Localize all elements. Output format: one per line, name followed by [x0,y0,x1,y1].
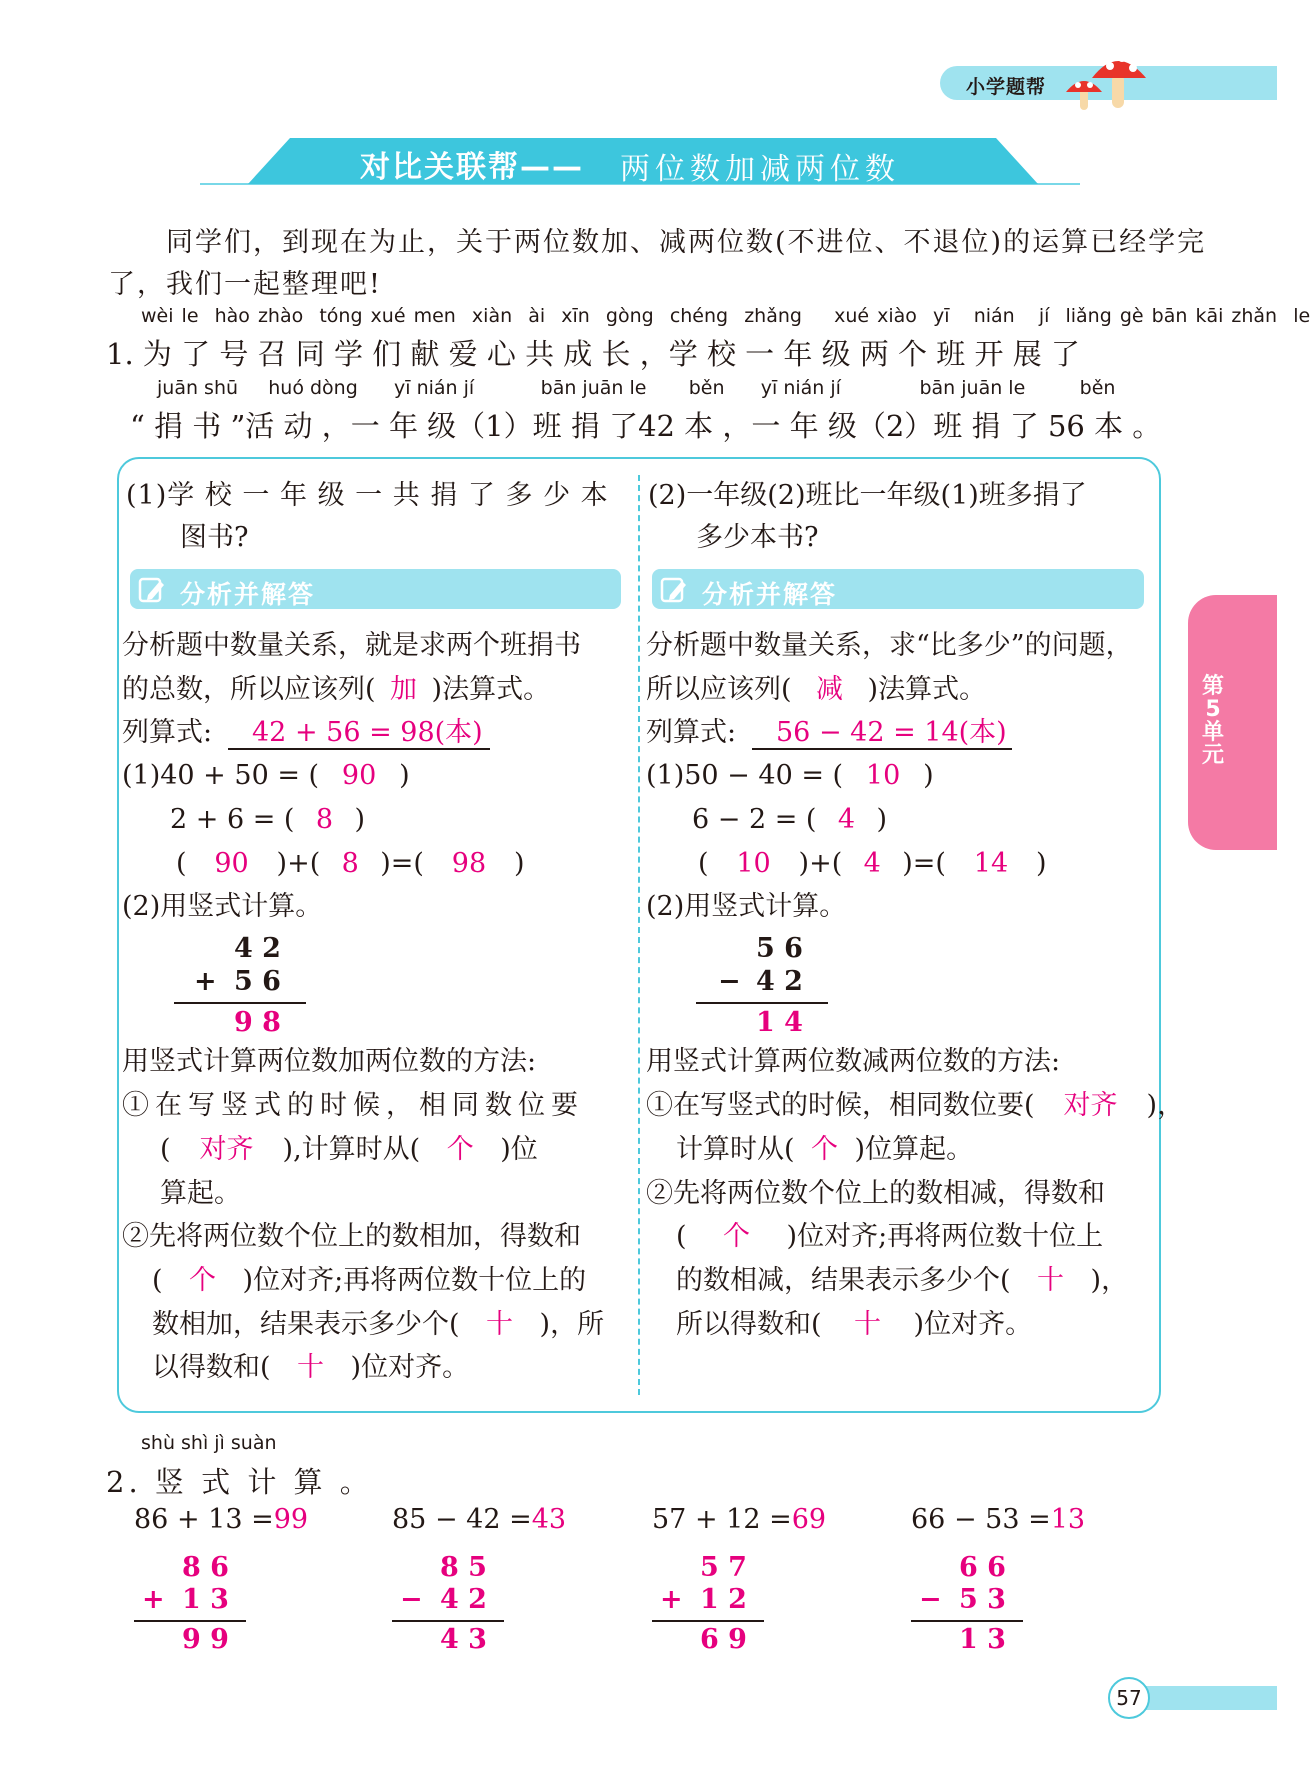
q2-title: 2. 竖 式 计 算 。 [106,1465,373,1499]
right-vertical-top: 5 6 [756,933,803,964]
intro-line-2: 了，我们一起整理吧! [108,269,382,300]
right-analysis-line-2: 所以应该列( 减 )法算式。 [646,674,987,705]
page-title: 对比关联帮—— [360,150,584,185]
right-method-title: 用竖式计算两位数减两位数的方法: [646,1046,1061,1077]
left-step-2: 2 + 6 = ( 8 ) [170,804,366,835]
right-question-line-2: 多少本书? [696,522,819,553]
left-method-2-line-4: 以得数和( 十 )位对齐。 [152,1352,470,1383]
left-vertical-line [174,1002,306,1004]
right-method-2-line-3: 的数相减，结果表示多少个( 十 )， [676,1265,1129,1296]
left-analysis-line-2: 的总数，所以应该列( 加 )法算式。 [122,674,551,705]
right-vertical-line [696,1002,828,1004]
column-divider [638,475,640,1395]
left-step-3: ( 90 )+( 8 )=( 98 ) [176,848,525,879]
page-number-bar [1140,1686,1277,1710]
right-analyze-label: 分析并解答 [702,580,838,609]
left-formula-label: 列算式: [122,717,213,748]
left-formula-answer: 42 + 56 = 98(本) [252,717,483,748]
left-analysis-line-1: 分析题中数量关系，就是求两个班捐书 [122,630,581,661]
right-step-1: (1)50 − 40 = ( 10 ) [646,760,934,791]
right-method-2-line-2: ( 个 )位对齐;再将两位数十位上 [676,1221,1104,1252]
pencil-icon [660,576,688,604]
q1-pinyin-line-1: wèi le hào zhào tóng xué men xiàn ài xīn gòng chéng zhǎng xué xiào yī nián jí liǎng gè bān kāi zhǎn le [141,305,1310,327]
right-formula-label: 列算式: [646,717,737,748]
mushroom-icon [1060,44,1150,116]
left-method-1-line-1: ①在写竖式的时候，相同数位要 [122,1090,584,1121]
left-op-answer: 加 [390,674,418,705]
left-method-2-line-1: ②先将两位数个位上的数相加，得数和 [122,1221,581,1252]
unit-label: 第5单元 [1201,674,1224,769]
left-vertical-result: 9 8 [234,1007,281,1038]
q2-problem-1: 86 + 13 =99 8 6 + 1 3 9 9 [134,1504,309,1655]
right-vertical-op: − [718,966,741,997]
left-vertical-top: 4 2 [234,933,281,964]
pencil-icon [138,576,166,604]
page-subtitle: 两位数加减两位数 [620,152,900,187]
page-number: 57 [1116,1686,1142,1710]
right-method-1-line-2: 计算时从( 个 )位算起。 [676,1134,974,1165]
right-method-1-line-1: ①在写竖式的时候，相同数位要( 对齐 )， [646,1090,1185,1121]
left-method-1-line-3: 算起。 [160,1178,241,1209]
right-step-2: 6 − 2 = ( 4 ) [692,804,888,835]
left-vertical-label: (2)用竖式计算。 [122,891,323,922]
q1-line-1: 1. 为 了 号 召 同 学 们 献 爱 心 共 成 长 ，学 校 一 年 级 两 个 班 开 展 了 [106,337,1080,371]
left-method-title: 用竖式计算两位数加两位数的方法: [122,1046,537,1077]
brand-label: 小学题帮 [966,76,1047,98]
q2-problem-4: 66 − 53 =13 6 6 − 5 3 1 3 [911,1504,1086,1655]
left-vertical-bottom: 5 6 [234,966,281,997]
left-method-1-line-2: ( 对齐 ),计算时从( 个 )位 [160,1134,538,1165]
left-vertical-op: + [194,966,217,997]
q2-pinyin: shù shì jì suàn [141,1432,277,1454]
right-vertical-label: (2)用竖式计算。 [646,891,847,922]
right-analysis-line-1: 分析题中数量关系，求“比多少”的问题， [646,630,1133,661]
q2-problem-2: 85 − 42 =43 8 5 − 4 2 4 3 [392,1504,567,1655]
left-method-2-line-3: 数相加，结果表示多少个( 十 )，所 [152,1309,605,1340]
left-question-line-2: 图书? [180,522,249,553]
q1-pinyin-line-2: juān shū huó dòng yī nián jí bān juān le běn yī nián jí bān juān le běn [157,377,1116,399]
right-question-line-1: (2)一年级(2)班比一年级(1)班多捐了 [648,480,1087,511]
right-op-answer: 减 [816,674,844,705]
right-vertical-result: 1 4 [756,1007,803,1038]
intro-line-1: 同学们，到现在为止，关于两位数加、减两位数(不进位、不退位)的运算已经学完 [166,227,1207,258]
right-method-2-line-4: 所以得数和( 十 )位对齐。 [676,1309,1033,1340]
right-step-3: ( 10 )+( 4 )=( 14 ) [698,848,1047,879]
left-question-line-1: (1)学 校 一 年 级 一 共 捐 了 多 少 本 [126,480,609,511]
right-formula-answer: 56 − 42 = 14(本) [776,717,1007,748]
right-vertical-bottom: 4 2 [756,966,803,997]
q2-problem-3: 57 + 12 =69 5 7 + 1 2 6 9 [652,1504,827,1655]
left-method-2-line-2: ( 个 )位对齐;再将两位数十位上的 [152,1265,587,1296]
right-method-2-line-1: ②先将两位数个位上的数相减，得数和 [646,1178,1105,1209]
q1-line-2: “ 捐 书 ”活 动 ，一 年 级（1）班 捐 了42 本 ，一 年 级（2）班 捐 了 56 本 。 [130,409,1162,443]
left-analyze-label: 分析并解答 [180,580,316,609]
q2-problems [134,1504,1134,1654]
left-step-1: (1)40 + 50 = ( 90 ) [122,760,410,791]
